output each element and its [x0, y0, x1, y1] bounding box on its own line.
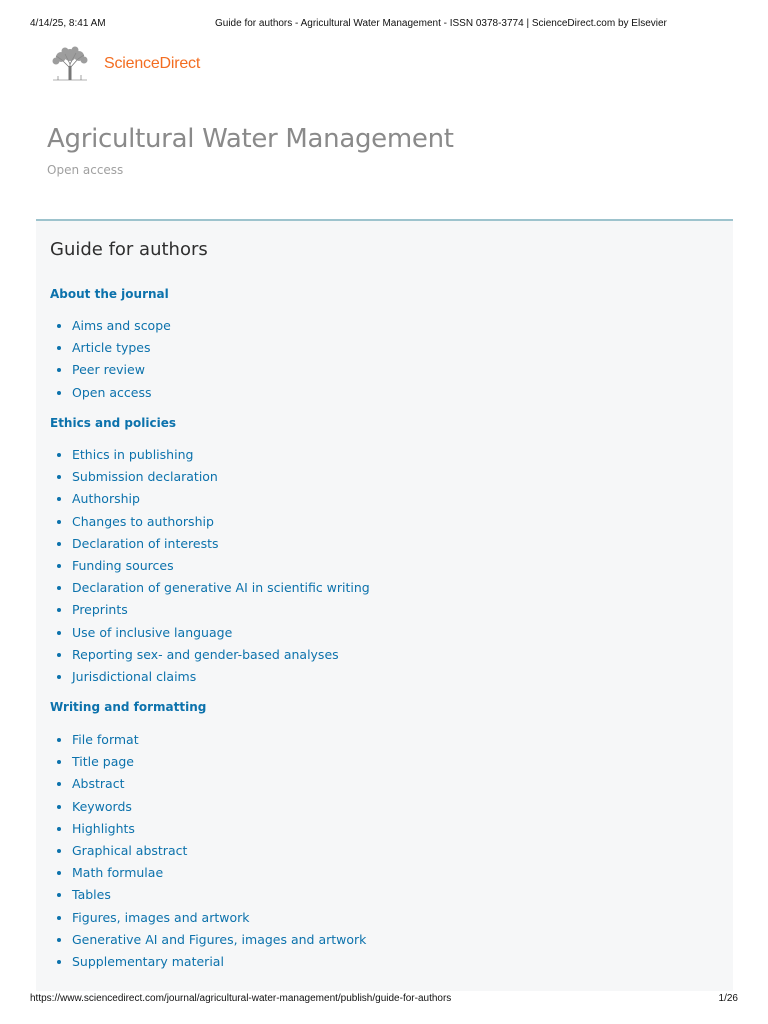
toc-item[interactable]: [50, 444, 370, 466]
print-date: 4/14/25, 8:41 AM: [30, 18, 106, 29]
toc-item[interactable]: [50, 488, 370, 510]
toc-item-label: Open access: [72, 384, 152, 400]
toc-item[interactable]: [50, 466, 370, 488]
section-heading-ethics[interactable]: Ethics and policies: [50, 416, 176, 430]
section-heading-about[interactable]: About the journal: [50, 287, 169, 301]
print-page-number: 1/26: [718, 993, 738, 1004]
bullet-icon: [57, 586, 61, 590]
toc-item-label: Jurisdictional claims: [72, 668, 197, 684]
toc-item[interactable]: [50, 359, 171, 381]
toc-item-label: Funding sources: [72, 557, 174, 573]
bullet-icon: [57, 324, 61, 328]
toc-list-writing: [50, 729, 366, 973]
bullet-icon: [57, 782, 61, 786]
print-url: https://www.sciencedirect.com/journal/agricultural-water-management/publish/guide-for-authors: [30, 993, 452, 1004]
toc-item-label: Preprints: [72, 602, 128, 618]
bullet-icon: [57, 938, 61, 942]
toc-item-label: Authorship: [72, 491, 140, 507]
toc-item[interactable]: [50, 533, 370, 555]
bullet-icon: [57, 346, 61, 350]
toc-item[interactable]: [50, 315, 171, 337]
bullet-icon: [57, 368, 61, 372]
bullet-icon: [57, 871, 61, 875]
toc-item-label: Ethics in publishing: [72, 447, 194, 462]
toc-item[interactable]: [50, 577, 370, 599]
toc-item-label: Math formulae: [72, 865, 164, 881]
toc-item[interactable]: [50, 751, 366, 773]
toc-item[interactable]: [50, 907, 366, 929]
toc-item-label: Tables: [72, 887, 111, 903]
toc-item[interactable]: [50, 929, 366, 951]
bullet-icon: [57, 760, 61, 764]
guide-title: Guide for authors: [50, 239, 208, 260]
toc-item-label: Highlights: [72, 820, 135, 836]
toc-item[interactable]: [50, 884, 366, 906]
bullet-icon: [57, 520, 61, 524]
bullet-icon: [57, 608, 61, 612]
bullet-icon: [57, 475, 61, 479]
bullet-icon: [57, 805, 61, 809]
toc-item-label: Article types: [72, 340, 151, 356]
toc-list-ethics: [50, 444, 370, 688]
bullet-icon: [57, 453, 61, 457]
toc-item[interactable]: [50, 666, 370, 688]
bullet-icon: [57, 916, 61, 920]
access-label: Open access: [47, 163, 124, 177]
bullet-icon: [57, 827, 61, 831]
bullet-icon: [57, 653, 61, 657]
bullet-icon: [57, 564, 61, 568]
toc-item[interactable]: [50, 337, 171, 359]
toc-item[interactable]: [50, 818, 366, 840]
bullet-icon: [57, 960, 61, 964]
toc-item-label: Peer review: [72, 362, 145, 378]
bullet-icon: [57, 497, 61, 501]
print-header: [30, 18, 738, 32]
brand-name: ScienceDirect: [104, 55, 201, 72]
toc-item-label: Abstract: [72, 776, 125, 792]
toc-item[interactable]: [50, 773, 366, 795]
journal-title[interactable]: Agricultural Water Management: [47, 124, 454, 154]
toc-item[interactable]: [50, 555, 370, 577]
toc-item-label: Reporting sex- and gender-based analyses: [72, 646, 339, 662]
toc-item-label: Use of inclusive language: [72, 624, 233, 640]
toc-item-label: Submission declaration: [72, 469, 218, 485]
bullet-icon: [57, 675, 61, 679]
toc-item[interactable]: [50, 951, 366, 973]
bullet-icon: [57, 542, 61, 546]
toc-item[interactable]: [50, 796, 366, 818]
toc-list-about: [50, 315, 171, 404]
toc-item-label: Figures, images and artwork: [72, 909, 250, 925]
toc-item[interactable]: [50, 644, 370, 666]
toc-item[interactable]: [50, 840, 366, 862]
section-heading-writing[interactable]: Writing and formatting: [50, 700, 207, 714]
toc-item[interactable]: [50, 511, 370, 533]
bullet-icon: [57, 391, 61, 395]
toc-item-label: Graphical abstract: [72, 842, 188, 858]
toc-item-label: Keywords: [72, 798, 132, 814]
toc-item[interactable]: [50, 622, 370, 644]
toc-item[interactable]: [50, 599, 370, 621]
bullet-icon: [57, 893, 61, 897]
elsevier-tree-icon: [50, 46, 90, 82]
bullet-icon: [57, 631, 61, 635]
toc-item-label: Aims and scope: [72, 318, 171, 333]
bullet-icon: [57, 849, 61, 853]
toc-item-label: Changes to authorship: [72, 513, 214, 529]
toc-item-label: Declaration of interests: [72, 535, 219, 551]
toc-item[interactable]: [50, 729, 366, 751]
toc-item[interactable]: [50, 382, 171, 404]
toc-item-label: Generative AI and Figures, images and artwork: [72, 931, 367, 947]
bullet-icon: [57, 738, 61, 742]
toc-item[interactable]: [50, 862, 366, 884]
toc-item-label: Title page: [72, 754, 134, 770]
print-page-title: Guide for authors - Agricultural Water Management - ISSN 0378-3774 | ScienceDirect.com by Elsevier: [215, 18, 667, 29]
print-footer: [30, 993, 738, 1007]
toc-item-label: Supplementary material: [72, 953, 224, 969]
toc-item-label: File format: [72, 732, 139, 747]
toc-item-label: Declaration of generative AI in scientific writing: [72, 580, 370, 596]
